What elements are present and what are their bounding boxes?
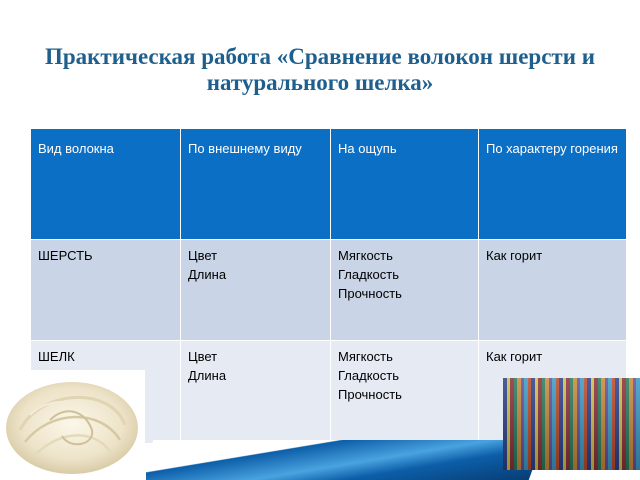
cell-line: Мягкость bbox=[338, 248, 393, 263]
cell-line: Цвет bbox=[188, 349, 218, 364]
cell-touch bbox=[331, 341, 479, 444]
slide-title: Практическая работа «Сравнение волокон шерсти и натурального шелка» bbox=[44, 44, 595, 95]
cell-line: Цвет bbox=[188, 248, 218, 263]
cell-line: Гладкость bbox=[338, 368, 400, 383]
table-row-wool bbox=[31, 240, 627, 341]
header-appearance: По внешнему виду bbox=[181, 129, 331, 240]
cell-line: Мягкость bbox=[338, 349, 393, 364]
decorative-stripe-fill bbox=[146, 440, 536, 480]
cell-appearance bbox=[181, 240, 331, 341]
cell-line: Длина bbox=[188, 267, 227, 282]
cell-fiber: ШЕЛК bbox=[31, 341, 181, 444]
cell-line: Прочность bbox=[338, 286, 402, 301]
header-burning: По характеру горения bbox=[479, 129, 627, 240]
cell-burning: Как горит bbox=[479, 341, 627, 444]
cell-burning: Как горит bbox=[479, 240, 627, 341]
wool-skein-image bbox=[0, 370, 145, 480]
cell-line: Прочность bbox=[338, 387, 402, 402]
cell-touch bbox=[331, 240, 479, 341]
cell-line: Гладкость bbox=[338, 267, 400, 282]
cell-appearance bbox=[181, 341, 331, 444]
decorative-stripe bbox=[146, 440, 536, 480]
table-header-row bbox=[31, 129, 627, 240]
cell-fiber: ШЕРСТЬ bbox=[31, 240, 181, 341]
wool-fiber-photo bbox=[0, 370, 145, 480]
header-fiber-type: Вид волокна bbox=[31, 129, 181, 240]
cell-line: Длина bbox=[188, 368, 227, 383]
header-touch: На ощупь bbox=[331, 129, 479, 240]
silk-threads-photo bbox=[503, 378, 640, 470]
